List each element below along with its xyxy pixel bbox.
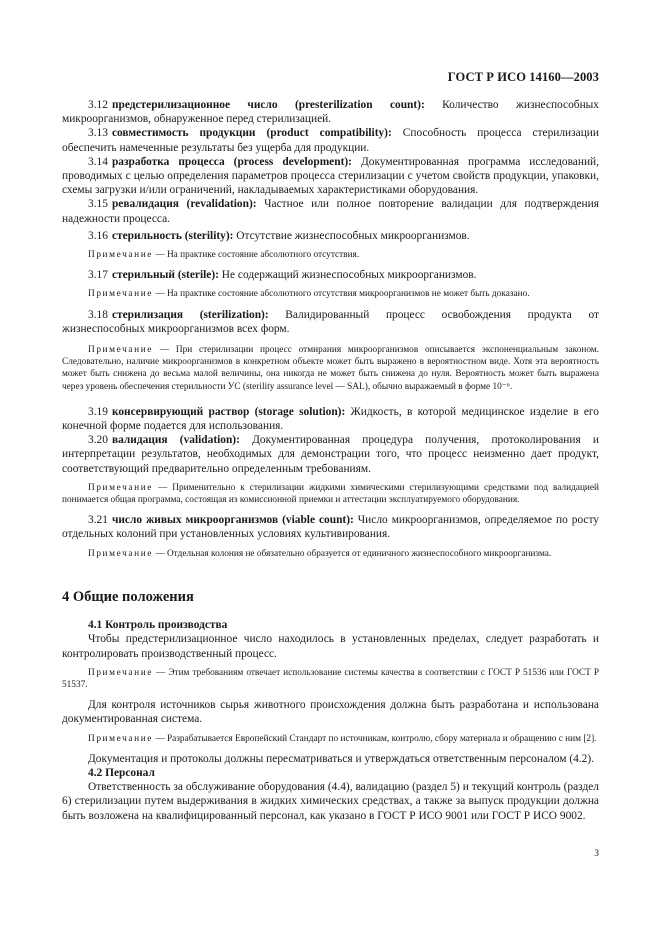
term-3-12: 3.12 предстерилизационное число (presterilization count): Количество жизнеспособных микроорганизмов, обнаруженное перед стерилизацией. [62,99,600,126]
note-3-18: Примечание — При стерилизации процесс отмирания микроорганизмов описывается экспоненциальным законом. Следовательно, наличие микроорганизмов в конкретном объекте может быть выражено в вероятностном виде. Хотя эта вероятность может быть снижена до весьма малой величины, она никогда не может быть снижена до нуля. Вероятность может быть выражена через уровень обеспечения стерильности УС (sterility assurance level — SAL), обычно выражаемый в форме 10⁻⁶. [62,345,599,392]
note-4-1-b: Примечание — Разрабатывается Европейский Стандарт по источникам, контролю, сбору материала и обращению с ним [2]. [88,733,597,744]
subsection-4-1-heading: 4.1 Контроль производства [88,619,228,632]
note-4-1-a: Примечание — Этим требованиям отвечает использование системы качества в соответствии с ГОСТ Р 51536 или ГОСТ Р 51537. [62,667,599,690]
term-3-19: 3.19 консервирующий раствор (storage solution): Жидкость, в которой медицинское изделие в его конечной форме подается для использования. [62,405,600,433]
note-3-20: Примечание — Применительно к стерилизации жидкими химическими стерилизующими средствами под валидацией понимается общая программа, состоящая из комиссионной приемки и аттестации эксплуатируемого оборудования. [62,482,599,506]
term-3-21: 3.21 число живых микроорганизмов (viable count): Число микроорганизмов, определяемое по росту отдельных колоний при установленных условиях культивирования. [62,514,600,541]
note-3-17: Примечание — На практике состояние абсолютного отсутствия микроорганизмов не может быть доказано. [88,289,530,300]
term-3-14: 3.14 разработка процесса (process development): Документированная программа исследований, проводимых с целью определения параметров процесса стерилизации с учетом свойств продукции, упаковки, схемы загрузки и/или ограничений, накладываемых характеристиками оборудования. [62,155,599,197]
paragraph-4-1-1: Чтобы предстерилизационное число находилось в установленных пределах, следует разработать и контролировать производственный процесс. [62,633,599,660]
page-number: 3 [594,849,599,859]
note-3-16: Примечание — На практике состояние абсолютного отсутствия. [88,250,360,261]
section-4-heading: 4 Общие положения [62,588,194,605]
paragraph-4-1-3: Документация и протоколы должны пересматриваться и утверждаться ответственным персоналом (4.2). [88,752,594,765]
paragraph-4-2-1: Ответственность за обслуживание оборудования (4.4), валидацию (раздел 5) и текущий контроль (раздел 6) стерилизации путем выдерживания в жидких химических средствах, а также за выпуск продукции должна быть возложена на квалифицированный персонал, как указано в ГОСТ Р ИСО 9001 или ГОСТ Р ИСО 9002. [62,781,599,822]
term-3-18: 3.18 стерилизация (sterilization): Валидированный процесс освобождения продукта от жизнеспособных микроорганизмов всех форм. [62,308,599,335]
document-body [62,98,599,823]
term-3-20: 3.20 валидация (validation): Документированная процедура получения, протоколирования и интерпретации результатов, необходимых для демонстрации того, что процесс неизменно дает продукт, соответствующий предварительно определенным требованиям. [62,434,599,475]
term-3-17: 3.17 стерильный (sterile): Не содержащий жизнеспособных микроорганизмов. [88,269,477,282]
term-3-15: 3.15 ревалидация (revalidation): Частное или полное повторение валидации для подтверждения надежности процесса. [62,198,599,225]
paragraph-4-1-2: Для контроля источников сырья животного происхождения должна быть разработана и использована документированная система. [62,699,599,726]
term-3-13: 3.13 совместимость продукции (product compatibility): Способность процесса стерилизации обеспечить намеченные результаты без ущерба для продукции. [62,127,599,154]
subsection-4-2-heading: 4.2 Персонал [88,766,155,779]
document-header: ГОСТ Р ИСО 14160—2003 [447,70,599,84]
note-3-21: Примечание — Отдельная колония не обязательно образуется от единичного жизнеспособного микроорганизма. [88,548,552,559]
term-3-16: 3.16 стерильность (sterility): Отсутствие жизнеспособных микроорганизмов. [88,229,470,242]
